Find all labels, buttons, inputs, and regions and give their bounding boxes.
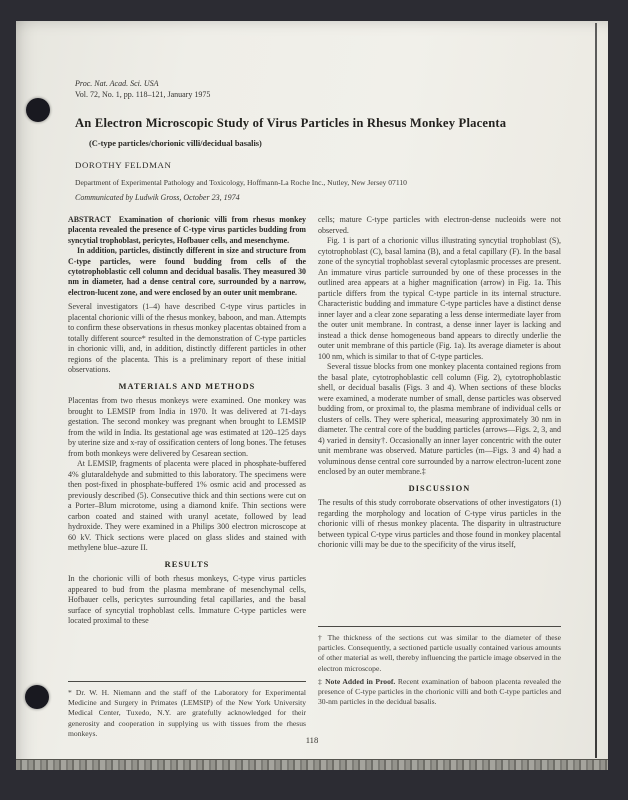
author-affiliation: Department of Experimental Pathology and Toxicology, Hoffmann-La Roche Inc., Nutley, New Jersey 07110 <box>75 178 407 187</box>
discussion-paragraph-1: The results of this study corroborate observations of other investigators (1) regarding the morphology and location of C-type virus particles in the chorionic villi of rhesus monkey placenta. The disparity in ultrastructure between typical C-type virus particles and those found in monkey placental chorionic villi may be due to the specificity of the virus itself, <box>318 498 561 549</box>
discussion-heading: DISCUSSION <box>408 483 471 493</box>
results-paragraph-3: Several tissue blocks from one monkey placenta contained regions from the basal plate, cytotrophoblastic cell column (Fig. 2), cytotrophoblastic shell, or decidual basalis (Figs. 3 and 4). When sections of these blocks were examined, a moderate number of small, dense particles was observed budding from, or proximal to, the plasma membrane of individual cells or clusters of cells. They were spherical, measuring approximately 30 nm in diameter. The central core of the budding particles (arrows—Figs. 2, 3, and 4) varied in density†. Occasionally an inner layer concentric with the outer unit membrane was observed. Mature particles (m—Figs. 3 and 4) had a voluminous dense central core surrounded by a narrow electron-lucent zone enclosed by an outer membrane.‡ <box>318 362 561 476</box>
author-name: DOROTHY FELDMAN <box>75 160 172 170</box>
journal-reference <box>75 78 210 100</box>
materials-paragraph-1: Placentas from two rhesus monkeys were examined. One monkey was brought to LEMSIP from India in 1970. It was delivered at 71-days gestation. The second monkey was pregnant when brought to LEMSIP from the wild in India. Its gestational age was estimated at 120–125 days by uterine size and x-ray of ossification centers of long bones. The fetuses from both monkeys were delivered by Cesarean section. <box>68 396 306 458</box>
article-keywords: (C-type particles/chorionic villi/decidual basalis) <box>89 139 262 148</box>
journal-name: Proc. Nat. Acad. Sci. USA <box>75 79 159 88</box>
page-edge-line <box>595 23 597 758</box>
right-footnote-block <box>318 626 561 710</box>
results-paragraph-2: Fig. 1 is part of a chorionic villus illustrating syncytial trophoblast (S), cytotrophoblast (C), basal lamina (B), and a fetal capillary (F). In the basal zone of the syncytial trophoblast several cytoplasmic processes are present. An immature virus particle surrounded by one of these processes in the outlined area appears at a higher magnification (arrow) in Fig. 1a. This particle differs from the typical C-type particle in its internal structure. Characteristic budding and immature C-type particles have a distinct dense inner layer and a clear zone separating a less dense intermediate layer from the outer unit membrane. In contrast, a dense inner layer is lacking and instead a thick dense homogeneous band appears to directly underlie the outer unit membrane of this particle (Fig. 1a). Its average diameter is about 100 nm, which is similar to that of C-type particles. <box>318 236 561 361</box>
abstract-paragraph-2: In addition, particles, distinctly different in size and structure from C-type particles, were found budding from cells of the cytotrophoblastic cell column and decidual basalis. They measured 30 nm in diameter, had a dense central core, surrounded by a narrow, electron-lucent zone, and were enclosed by an outer unit membrane. <box>68 246 306 297</box>
footnote-rule-right <box>318 626 561 627</box>
page-number: 118 <box>305 735 319 745</box>
footnote-asterisk: * Dr. W. H. Niemann and the staff of the Laboratory for Experimental Medicine and Surgery in Primates (LEMSIP) of the New York University Medical Center, Tuxedo, N.Y. are gratefully acknowledged for their generosity and cooperation in supplying us with tissues from the rhesus monkeys. <box>68 688 306 738</box>
book-page-block-edge <box>16 759 608 770</box>
materials-methods-heading: MATERIALS AND METHODS <box>118 381 256 391</box>
intro-paragraph: Several investigators (1–4) have described C-type virus particles in placental chorionic villi of the rhesus monkey, baboon, and man. Attempts to confirm these observations in rhesus monkey placentas obtained from a totally different source* resulted in the demonstration of C-type particles in chorionic villi, and, in addition, distinctly different particles in other regions of the placenta. This is a preliminary report of these initial observations. <box>68 302 306 375</box>
footnote-rule-left <box>68 681 306 682</box>
materials-paragraph-2: At LEMSIP, fragments of placenta were placed in phosphate-buffered 4% glutaraldehyde and submitted to this laboratory. The specimens were then post-fixed in phosphate-buffered 1% osmic acid and processed as previously described (5). Consecutive thick and thin sections were cut on a Porter–Blum microtome, using a diamond knife. Thin sections were carbon coated and stained with uranyl acetate, followed by lead hydroxide. They were examined in a Philips 300 electron microscope at 60 kV. Thick sections were placed on glass slides and stained with methylene blue–azure II. <box>68 459 306 553</box>
footnote-dagger: † The thickness of the sections cut was similar to the diameter of these particles. Consequently, a sectioned particle usually contained various amounts of other material as well, thereby influencing the particle image observed in the electron microscope. <box>318 633 561 673</box>
results-paragraph-1: In the chorionic villi of both rhesus monkeys, C-type virus particles appeared to bud from the plasma membrane of mesenchymal cells, Hofbauer cells, pericytes surrounding fetal capillaries, and the basal surface of syncytial trophoblast cells. Immature C-type particles were located proximal to these <box>68 574 306 626</box>
results-paragraph-1-continued: cells; mature C-type particles with electron-dense nucleoids were not observed. <box>318 215 561 235</box>
abstract-paragraph-1: ABSTRACT Examination of chorionic villi from rhesus monkey placenta revealed the presence of C-type virus particles budding from syncytial trophoblast, pericytes, Hofbauer cells, and mesenchyme. <box>68 215 306 245</box>
article-title: An Electron Microscopic Study of Virus Particles in Rhesus Monkey Placenta <box>75 116 507 130</box>
footnote-double-dagger-text: Recent examination of baboon placenta revealed the presence of C-type particles in the chorionic villi and both C-type particles and 30-nm particles in the decidual basalis. <box>318 676 561 707</box>
footnote-double-dagger-marker: ‡ <box>318 676 326 686</box>
communicated-line: Communicated by Ludwik Gross, October 23, 1974 <box>75 193 240 202</box>
left-footnote-block <box>68 681 306 742</box>
results-heading: RESULTS <box>164 559 210 569</box>
footnote-double-dagger <box>318 677 561 708</box>
scanned-paper-page <box>16 21 608 770</box>
left-text-column <box>68 215 306 677</box>
right-text-column <box>318 215 561 623</box>
journal-volume-info: Vol. 72, No. 1, pp. 118–121, January 1975 <box>75 90 211 99</box>
note-added-in-proof-label: Note Added in Proof. <box>325 676 396 686</box>
hole-punch-bottom <box>25 685 49 709</box>
hole-punch-top <box>26 98 50 122</box>
